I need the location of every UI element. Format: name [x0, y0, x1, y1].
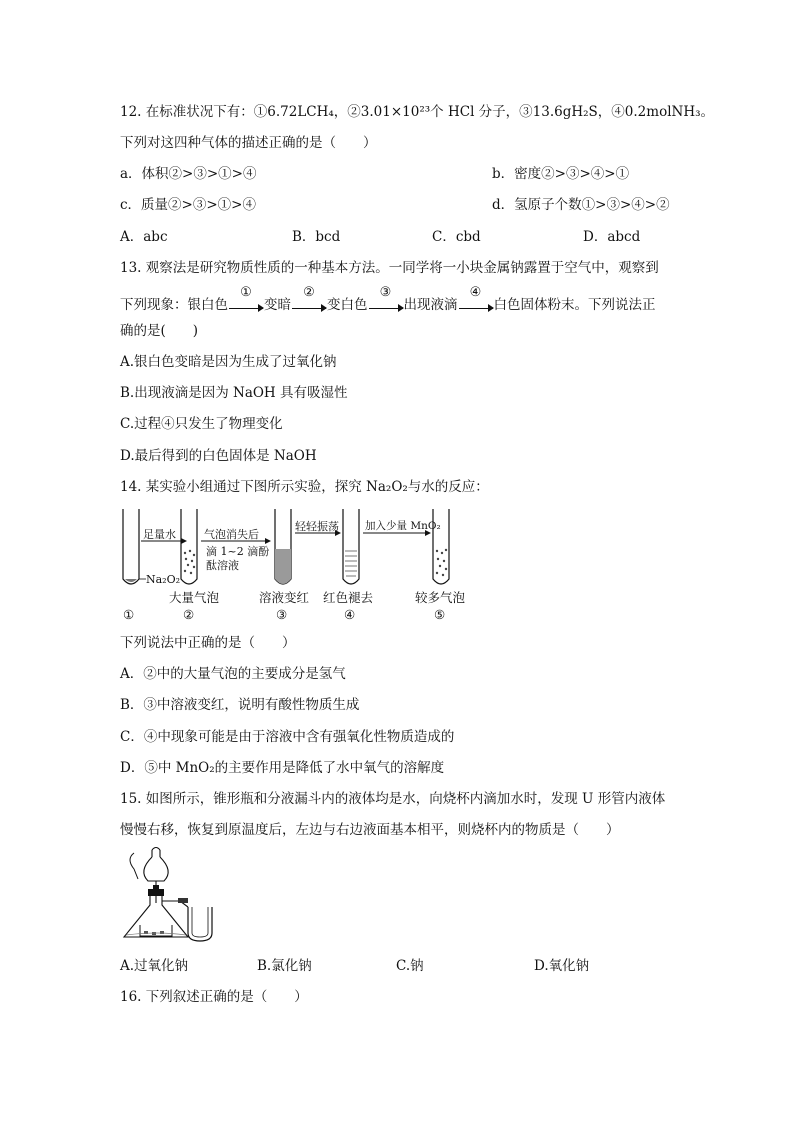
q12-choice-a: A．abc [120, 229, 168, 245]
q13-arrow-4: ④ [459, 296, 493, 314]
q15-choice-a: A.过氧化钠 [120, 958, 189, 974]
q15-choice-c: C.钠 [396, 958, 424, 974]
q15-choice-d: D.氧化钠 [534, 958, 590, 974]
q13-choice-a: A.银白色变暗是因为生成了过氧化钠 [120, 354, 337, 370]
q13-choice-b: B.出现液滴是因为 NaOH 具有吸湿性 [120, 385, 348, 401]
q13-seg0: 下列现象：银白色 [120, 297, 228, 313]
q13-arrow-2: ② [292, 296, 326, 314]
q12-stem-line1: 12. 在标准状况下有：①6.72LCH₄，②3.01×10²³个 HCl 分子，③13.6gH₂S，④0.2molNH₃。 [120, 104, 715, 120]
q13-stem-line3: 确的是( ) [120, 323, 199, 339]
q13-choice-d: D.最后得到的白色固体是 NaOH [120, 448, 317, 464]
q14-label-step2a: 气泡消失后 [204, 528, 259, 541]
q13-stem-line2 [120, 285, 656, 314]
q13-arrow-3: ③ [369, 296, 403, 314]
q14-num-1: ① [123, 607, 135, 622]
q13-seg3: 出现液滴 [403, 297, 458, 313]
q14-experiment-figure [115, 503, 475, 628]
q14-obs-2: 大量气泡 [169, 590, 220, 605]
q14-stem-line2: 下列说法中正确的是（ ） [120, 635, 296, 651]
q15-apparatus-figure [118, 845, 228, 945]
q14-num-2: ② [183, 607, 195, 622]
q12-statement-a: a．体积②>③>①>④ [120, 166, 257, 182]
q16-stem-line1: 16. 下列叙述正确的是（ ） [120, 989, 308, 1005]
q13-seg2: 变白色 [327, 297, 368, 313]
q15-stem-line1: 15. 如图所示，锥形瓶和分液漏斗内的液体均是水，向烧杯内滴加水时，发现 U 形管内液体 [120, 791, 666, 807]
q14-label-reagent: Na₂O₂ [146, 573, 181, 586]
q12-choice-b: B．bcd [292, 229, 341, 245]
q14-label-step2c: 酞溶液 [206, 559, 239, 572]
q12-choice-c: C．cbd [432, 229, 481, 245]
q14-num-4: ④ [344, 607, 356, 622]
q12-statement-b: b．密度②>③>④>① [492, 166, 630, 182]
q13-choice-c: C.过程④只发生了物理变化 [120, 416, 283, 432]
q15-stem-line2: 慢慢右移，恢复到原温度后，左边与右边液面基本相平，则烧杯内的物质是（ ） [120, 822, 620, 838]
q14-obs-5: 较多气泡 [415, 590, 466, 605]
q14-num-3: ③ [276, 607, 288, 622]
q14-stem-line1: 14. 某实验小组通过下图所示实验，探究 Na₂O₂与水的反应： [120, 479, 489, 495]
q14-label-step3: 轻轻振荡 [295, 520, 339, 533]
q14-label-step2b: 滴 1~2 滴酚 [206, 545, 270, 558]
q14-choice-a: A．②中的大量气泡的主要成分是氢气 [120, 666, 346, 682]
q13-seg1: 变暗 [264, 297, 291, 313]
q14-choice-d: D．⑤中 MnO₂的主要作用是降低了水中氧气的溶解度 [120, 760, 445, 776]
q13-stem-line1: 13. 观察法是研究物质性质的一种基本方法。一同学将一小块金属钠露置于空气中，观察到 [120, 260, 659, 276]
q14-label-step4: 加入少量 MnO₂ [365, 520, 441, 532]
q14-num-5: ⑤ [434, 607, 446, 622]
q14-choice-c: C．④中现象可能是由于溶液中含有强氧化性物质造成的 [120, 729, 455, 745]
q13-arrow-1: ① [229, 296, 263, 314]
q15-choice-b: B.氯化钠 [257, 958, 312, 974]
q14-obs-3: 溶液变红 [259, 590, 310, 605]
q14-choice-b: B．③中溶液变红，说明有酸性物质生成 [120, 697, 360, 713]
q12-choice-d: D．abcd [583, 229, 641, 245]
q12-stem-line2: 下列对这四种气体的描述正确的是（ ） [120, 135, 377, 151]
q13-seg4: 白色固体粉末。下列说法正 [493, 297, 656, 313]
q15-apparatus-drawing [118, 845, 228, 945]
q12-statement-c: c．质量②>③>①>④ [120, 197, 256, 213]
q12-statement-d: d．氢原子个数①>③>④>② [492, 197, 670, 213]
q14-obs-4: 红色褪去 [323, 590, 374, 605]
q14-label-step1: 足量水 [143, 528, 176, 541]
